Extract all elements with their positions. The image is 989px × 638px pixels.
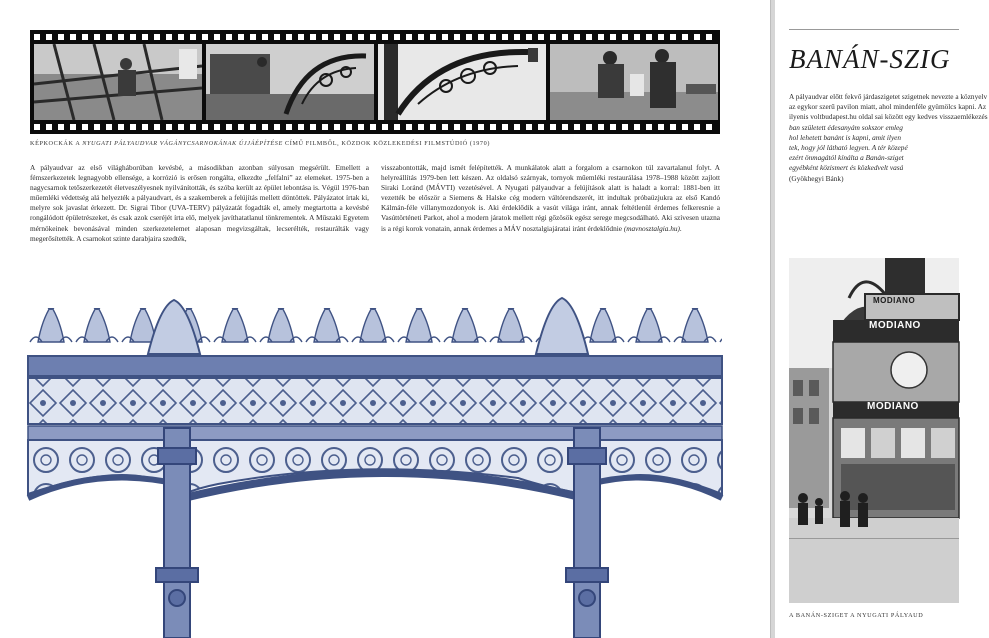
article-column-1: A pályaudvar az első világháborúban kevésbé, a másodikban azonban súlyosan megsérült. Emellett a fémszerkezetek legnagyobb ellensége, a korrózió is erősen rongálta, elkezdte „felfalni” az elemeket. 1975-ben a nagycsarnok tetőszerkezetét életveszélyesnek nyilvánították, és szóba került az épület lebontása is. Végül 1976-ban műemléki védettség alá helyezték a pályaudvart, és a szakemberek a felújítás mellett döntöttek. Pályázatot írtak ki, melyre sok javaslat érkezett. Dr. Sigrai Tibor (UVA-TERV) pályázatát fogadták el, amely megtartotta a kevésbé rongálódott épületrészeket, és csak azok cseréjét írta elő, melyek javíthatatlanul tönkrementek. A Műszaki Egyetem mérnökeinek bevonásával minden szerkezetelemet alaposan megvizsgáltak, lecserélték, restaurálták vagy megerősítették. A csarnokot szinte darabjaira szedték, — [30, 163, 369, 243]
right-page — [775, 0, 988, 638]
right-text-main: A pályaudvar előtt fekvő járdaszigetet szigetnek nevezte a köznyelv az egykor szerű pavilon miatt, ahol mindenféle gyümölcs kapni. Az ilyenis voltbudapest.hu oldal sai között egy kedves visszaemlékezés — [789, 92, 988, 122]
section-title: BANÁN-SZIG — [789, 44, 951, 74]
caption-suffix: CÍMŰ FILMBŐL, KÖZDOK KÖZLEKEDÉSI FILMSTÚDIÓ (1970) — [282, 140, 490, 147]
right-text-italic-line: egyébként közismert és közkedvelt vasá — [789, 163, 904, 173]
author-signature: (Gyökhegyi Bánk) — [789, 173, 844, 183]
kiosk-photo — [789, 258, 959, 603]
article-body — [30, 163, 720, 293]
right-article-text — [789, 92, 989, 184]
kiosk-sign-upper: MODIANO — [869, 320, 921, 331]
ironwork-illustration — [28, 298, 722, 638]
film-frame-3 — [378, 44, 546, 120]
article-column-2 — [381, 163, 720, 293]
film-frame-4 — [550, 44, 718, 120]
right-text-italic-line: hol lehetett banánt is kapni, amit ilyen — [789, 132, 902, 142]
right-text-italic-line: tek, hogy jól látható legyen. A tér közepé — [789, 143, 908, 153]
kiosk-sign-middle: MODIANO — [867, 401, 919, 412]
film-perforations-top — [34, 34, 716, 40]
right-text-italic-line: ban született édesanyám sokszor emleg — [789, 122, 903, 132]
film-perforations-bottom — [34, 124, 716, 130]
column-2-text: visszabontották, majd ismét felépítették. A munkálatok alatt a forgalom a csarnokon túl zavartalanul folyt. A helyreállítás 1979-ben lett készen. Az oldalsó szárnyak, tornyok műemléki restaurálása 1978–1988 között zajlott Siraki Loránd (MÁVTI) vezetésével. A Nyugati pályaudvar a felújítások alatt is haladt a korral: 1881-ben itt vezették be először a Siemens & Halske cég modern váltórendszerét, itt indultak próbaüzjukra az első Kandó Kálmán-féle villanymozdonyok is. Aki érdeklődik a vasút világa iránt, annak feltétlenül érdemes felkeresnie a Vasúttörténeti Parkot, ahol a modern járatok mellett régi gőzösök egész serege megcsodálható. Aki szívesen utazna is a régi korok vonatain, annak érdemes a MÁV nosztalgiajáratai iránt érdeklődnie — [381, 163, 720, 233]
right-text-italic-line: ezért önmagától kínálta a Banán-sziget — [789, 153, 904, 163]
film-frame-2 — [206, 44, 374, 120]
caption-film-title: NYUGATI PÁLYAUDVAR VÁGÁNYCSARNOKÁNAK ÚJJÁÉPÍTÉSE — [82, 140, 283, 147]
filmstrip — [30, 30, 720, 134]
mav-nostalgia-link[interactable]: (mavnosztalgia.hu). — [623, 223, 682, 233]
kiosk-sign-top: MODIANO — [873, 296, 916, 305]
kiosk-caption: A BANÁN-SZIGET A NYUGATI PÁLYAUD — [789, 612, 924, 619]
filmstrip-caption — [30, 140, 730, 147]
caption-prefix: KÉPKOCKÁK A — [30, 140, 83, 147]
film-frame-1 — [34, 44, 202, 120]
top-rule — [789, 29, 959, 30]
